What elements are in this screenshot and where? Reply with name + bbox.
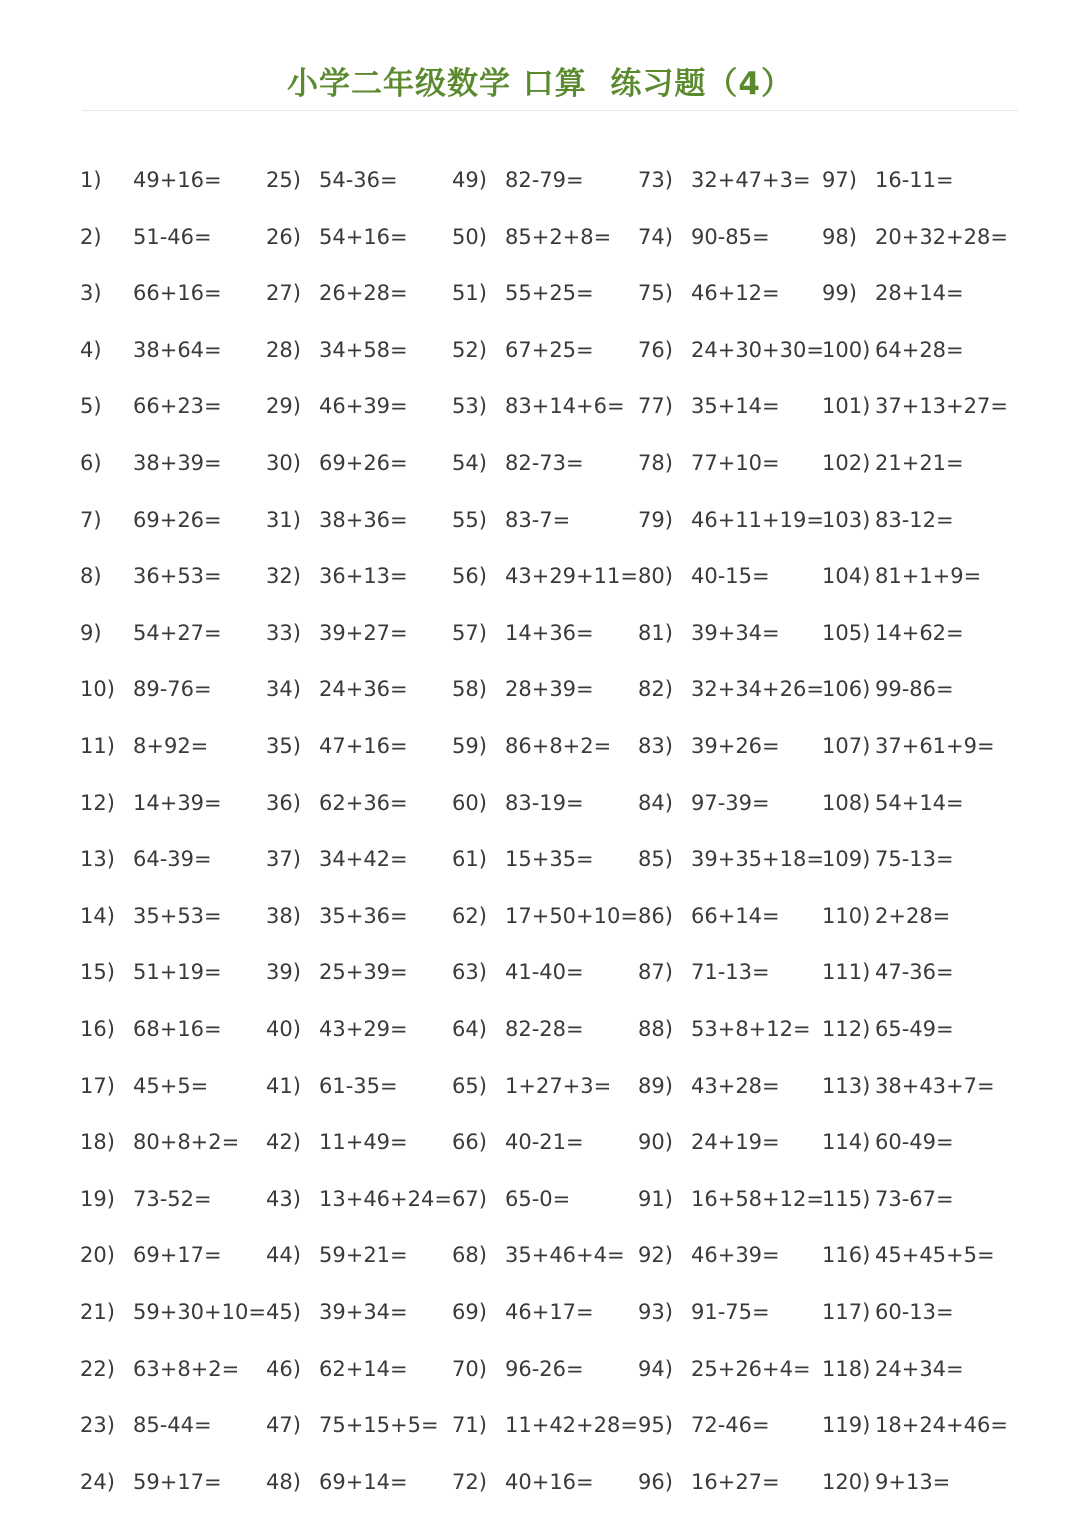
problem-expression: 71-13= <box>691 960 770 985</box>
problem-number: 26) <box>266 224 301 249</box>
problem-number: 78) <box>638 451 673 475</box>
problem-expression: 90-85= <box>691 224 770 249</box>
problem-number: 89) <box>638 1073 673 1098</box>
problem-number: 17) <box>80 1073 115 1098</box>
problem-number: 25) <box>266 168 301 192</box>
problem-expression: 38+64= <box>133 337 222 362</box>
problem-expression: 60-13= <box>875 1300 954 1324</box>
problem-number: 100) <box>822 337 871 362</box>
problem-expression: 2+28= <box>875 903 951 928</box>
problem-expression: 83+14+6= <box>505 394 625 419</box>
problem-number: 31) <box>266 507 301 532</box>
problem-expression: 54+27= <box>133 620 222 645</box>
problem-number: 54) <box>452 451 487 475</box>
problem-expression: 75+15+5= <box>319 1413 439 1438</box>
problem-expression: 35+36= <box>319 903 408 928</box>
problem-number: 110) <box>822 903 871 928</box>
problem-number: 115) <box>822 1186 871 1211</box>
problem-expression: 39+26= <box>691 734 780 758</box>
problem-number: 1) <box>80 168 102 192</box>
problem-expression: 40+16= <box>505 1469 594 1494</box>
problem-expression: 8+92= <box>133 734 209 758</box>
problem-expression: 86+8+2= <box>505 734 612 758</box>
problem-expression: 73-67= <box>875 1186 954 1211</box>
problem-number: 4) <box>80 337 102 362</box>
problem-number: 36) <box>266 790 301 815</box>
problem-expression: 39+34= <box>691 620 780 645</box>
problem-number: 7) <box>80 507 102 532</box>
problem-number: 58) <box>452 677 487 702</box>
problem-number: 94) <box>638 1356 673 1381</box>
problem-number: 57) <box>452 620 487 645</box>
problem-number: 85) <box>638 847 673 872</box>
problem-expression: 1+27+3= <box>505 1073 612 1098</box>
title-divider <box>82 110 1018 111</box>
problem-expression: 46+39= <box>691 1243 780 1268</box>
problem-expression: 46+12= <box>691 281 780 306</box>
problem-expression: 54+16= <box>319 224 408 249</box>
problem-number: 65) <box>452 1073 487 1098</box>
problem-number: 53) <box>452 394 487 419</box>
problem-number: 68) <box>452 1243 487 1268</box>
problem-number: 104) <box>822 564 871 589</box>
problem-number: 75) <box>638 281 673 306</box>
problem-expression: 40-15= <box>691 564 770 589</box>
problem-expression: 43+29+11= <box>505 564 638 589</box>
problem-number: 79) <box>638 507 673 532</box>
problem-number: 63) <box>452 960 487 985</box>
problem-expression: 14+36= <box>505 620 594 645</box>
problem-expression: 25+26+4= <box>691 1356 811 1381</box>
problem-number: 72) <box>452 1469 487 1494</box>
problem-expression: 96-26= <box>505 1356 584 1381</box>
problem-number: 77) <box>638 394 673 419</box>
problem-number: 3) <box>80 281 102 306</box>
problem-number: 9) <box>80 620 102 645</box>
problem-expression: 45+5= <box>133 1073 209 1098</box>
problem-expression: 35+46+4= <box>505 1243 625 1268</box>
problem-expression: 61-35= <box>319 1073 398 1098</box>
problem-expression: 43+29= <box>319 1017 408 1041</box>
problem-expression: 53+8+12= <box>691 1017 811 1041</box>
problem-expression: 97-39= <box>691 790 770 815</box>
problem-number: 103) <box>822 507 871 532</box>
problem-number: 90) <box>638 1130 673 1155</box>
problem-expression: 64+28= <box>875 337 964 362</box>
problem-expression: 15+35= <box>505 847 594 872</box>
problem-number: 39) <box>266 960 301 985</box>
problem-number: 48) <box>266 1469 301 1494</box>
problem-expression: 66+23= <box>133 394 222 419</box>
problem-expression: 46+11+19= <box>691 507 824 532</box>
problem-expression: 34+42= <box>319 847 408 872</box>
problem-number: 52) <box>452 337 487 362</box>
problem-expression: 28+14= <box>875 281 964 306</box>
problem-expression: 36+13= <box>319 564 408 589</box>
problem-expression: 51-46= <box>133 224 212 249</box>
problem-number: 93) <box>638 1300 673 1324</box>
problem-number: 24) <box>80 1469 115 1494</box>
problem-number: 49) <box>452 168 487 192</box>
problem-expression: 82-79= <box>505 168 584 192</box>
problem-number: 16) <box>80 1017 115 1041</box>
problem-expression: 89-76= <box>133 677 212 702</box>
problem-number: 10) <box>80 677 115 702</box>
problem-expression: 66+14= <box>691 903 780 928</box>
problem-number: 92) <box>638 1243 673 1268</box>
problem-number: 117) <box>822 1300 871 1324</box>
problem-expression: 59+17= <box>133 1469 222 1494</box>
problem-number: 61) <box>452 847 487 872</box>
problem-expression: 37+61+9= <box>875 734 995 758</box>
problem-number: 67) <box>452 1186 487 1211</box>
problem-expression: 14+39= <box>133 790 222 815</box>
problem-expression: 32+34+26= <box>691 677 824 702</box>
problem-number: 21) <box>80 1300 115 1324</box>
problem-expression: 37+13+27= <box>875 394 1008 419</box>
problem-number: 95) <box>638 1413 673 1438</box>
problem-expression: 62+36= <box>319 790 408 815</box>
problem-expression: 26+28= <box>319 281 408 306</box>
problem-number: 59) <box>452 734 487 758</box>
problem-expression: 32+47+3= <box>691 168 811 192</box>
problem-number: 40) <box>266 1017 301 1041</box>
problem-number: 69) <box>452 1300 487 1324</box>
problem-number: 35) <box>266 734 301 758</box>
problem-number: 18) <box>80 1130 115 1155</box>
problem-number: 105) <box>822 620 871 645</box>
problem-number: 112) <box>822 1017 871 1041</box>
problem-number: 70) <box>452 1356 487 1381</box>
problem-expression: 47-36= <box>875 960 954 985</box>
problem-number: 109) <box>822 847 871 872</box>
problem-expression: 82-73= <box>505 451 584 475</box>
problem-number: 55) <box>452 507 487 532</box>
problem-number: 88) <box>638 1017 673 1041</box>
problem-expression: 39+34= <box>319 1300 408 1324</box>
problem-expression: 83-7= <box>505 507 571 532</box>
problem-number: 86) <box>638 903 673 928</box>
problem-number: 28) <box>266 337 301 362</box>
problem-expression: 63+8+2= <box>133 1356 240 1381</box>
problem-expression: 35+14= <box>691 394 780 419</box>
problem-expression: 35+53= <box>133 903 222 928</box>
problem-expression: 38+39= <box>133 451 222 475</box>
problem-expression: 68+16= <box>133 1017 222 1041</box>
problem-number: 120) <box>822 1469 871 1494</box>
problem-number: 23) <box>80 1413 115 1438</box>
problem-number: 73) <box>638 168 673 192</box>
problem-expression: 11+42+28= <box>505 1413 638 1438</box>
problem-number: 83) <box>638 734 673 758</box>
problem-expression: 69+17= <box>133 1243 222 1268</box>
problem-number: 111) <box>822 960 871 985</box>
problem-expression: 83-12= <box>875 507 954 532</box>
problem-number: 50) <box>452 224 487 249</box>
problem-expression: 51+19= <box>133 960 222 985</box>
problem-expression: 24+36= <box>319 677 408 702</box>
problem-number: 43) <box>266 1186 301 1211</box>
problem-expression: 72-46= <box>691 1413 770 1438</box>
problem-number: 56) <box>452 564 487 589</box>
problem-number: 60) <box>452 790 487 815</box>
problem-expression: 81+1+9= <box>875 564 982 589</box>
problem-number: 80) <box>638 564 673 589</box>
problem-number: 116) <box>822 1243 871 1268</box>
problem-expression: 75-13= <box>875 847 954 872</box>
problem-number: 12) <box>80 790 115 815</box>
problem-number: 22) <box>80 1356 115 1381</box>
problem-number: 8) <box>80 564 102 589</box>
problem-number: 66) <box>452 1130 487 1155</box>
problem-number: 45) <box>266 1300 301 1324</box>
problem-expression: 59+21= <box>319 1243 408 1268</box>
problem-number: 13) <box>80 847 115 872</box>
problem-number: 30) <box>266 451 301 475</box>
problem-number: 44) <box>266 1243 301 1268</box>
problem-expression: 77+10= <box>691 451 780 475</box>
problem-number: 32) <box>266 564 301 589</box>
problem-expression: 28+39= <box>505 677 594 702</box>
problem-number: 2) <box>80 224 102 249</box>
problem-expression: 20+32+28= <box>875 224 1008 249</box>
problem-expression: 54+14= <box>875 790 964 815</box>
problem-number: 87) <box>638 960 673 985</box>
problem-number: 102) <box>822 451 871 475</box>
problem-number: 113) <box>822 1073 871 1098</box>
problem-expression: 83-19= <box>505 790 584 815</box>
problem-number: 37) <box>266 847 301 872</box>
problem-expression: 55+25= <box>505 281 594 306</box>
problem-number: 33) <box>266 620 301 645</box>
problem-expression: 25+39= <box>319 960 408 985</box>
problem-number: 5) <box>80 394 102 419</box>
problem-expression: 9+13= <box>875 1469 951 1494</box>
problem-number: 119) <box>822 1413 871 1438</box>
problem-expression: 11+49= <box>319 1130 408 1155</box>
problem-expression: 69+26= <box>319 451 408 475</box>
problem-expression: 91-75= <box>691 1300 770 1324</box>
problem-expression: 54-36= <box>319 168 398 192</box>
problem-number: 62) <box>452 903 487 928</box>
problem-number: 64) <box>452 1017 487 1041</box>
problem-number: 82) <box>638 677 673 702</box>
problem-number: 96) <box>638 1469 673 1494</box>
problem-number: 51) <box>452 281 487 306</box>
problem-number: 84) <box>638 790 673 815</box>
problem-expression: 41-40= <box>505 960 584 985</box>
problem-number: 107) <box>822 734 871 758</box>
problem-expression: 38+36= <box>319 507 408 532</box>
problem-expression: 16-11= <box>875 168 954 192</box>
problem-number: 15) <box>80 960 115 985</box>
problem-expression: 36+53= <box>133 564 222 589</box>
problem-expression: 85+2+8= <box>505 224 612 249</box>
problem-expression: 82-28= <box>505 1017 584 1041</box>
problem-number: 41) <box>266 1073 301 1098</box>
problem-number: 101) <box>822 394 871 419</box>
problem-expression: 13+46+24= <box>319 1186 452 1211</box>
problem-expression: 99-86= <box>875 677 954 702</box>
problem-number: 42) <box>266 1130 301 1155</box>
problem-number: 29) <box>266 394 301 419</box>
problem-expression: 46+17= <box>505 1300 594 1324</box>
problem-number: 46) <box>266 1356 301 1381</box>
problem-number: 91) <box>638 1186 673 1211</box>
problem-expression: 18+24+46= <box>875 1413 1008 1438</box>
problem-number: 76) <box>638 337 673 362</box>
problem-expression: 62+14= <box>319 1356 408 1381</box>
problem-expression: 65-49= <box>875 1017 954 1041</box>
problem-number: 38) <box>266 903 301 928</box>
problem-number: 20) <box>80 1243 115 1268</box>
problem-expression: 43+28= <box>691 1073 780 1098</box>
problem-number: 14) <box>80 903 115 928</box>
problem-expression: 85-44= <box>133 1413 212 1438</box>
problem-number: 74) <box>638 224 673 249</box>
problem-expression: 14+62= <box>875 620 964 645</box>
problem-expression: 73-52= <box>133 1186 212 1211</box>
problem-number: 6) <box>80 451 102 475</box>
problem-expression: 39+27= <box>319 620 408 645</box>
problem-number: 34) <box>266 677 301 702</box>
problem-expression: 47+16= <box>319 734 408 758</box>
problem-number: 11) <box>80 734 115 758</box>
problem-expression: 60-49= <box>875 1130 954 1155</box>
problem-number: 106) <box>822 677 871 702</box>
problem-expression: 39+35+18= <box>691 847 824 872</box>
problem-expression: 24+30+30= <box>691 337 824 362</box>
problem-expression: 66+16= <box>133 281 222 306</box>
problem-expression: 17+50+10= <box>505 903 638 928</box>
problem-expression: 16+27= <box>691 1469 780 1494</box>
problem-number: 19) <box>80 1186 115 1211</box>
problem-expression: 16+58+12= <box>691 1186 824 1211</box>
problem-number: 108) <box>822 790 871 815</box>
problem-expression: 49+16= <box>133 168 222 192</box>
problem-expression: 34+58= <box>319 337 408 362</box>
problem-expression: 59+30+10= <box>133 1300 266 1324</box>
problem-number: 47) <box>266 1413 301 1438</box>
problem-expression: 69+26= <box>133 507 222 532</box>
problem-expression: 64-39= <box>133 847 212 872</box>
problem-number: 71) <box>452 1413 487 1438</box>
problem-number: 98) <box>822 224 857 249</box>
problem-expression: 65-0= <box>505 1186 571 1211</box>
problem-expression: 24+19= <box>691 1130 780 1155</box>
problem-expression: 80+8+2= <box>133 1130 240 1155</box>
problem-expression: 40-21= <box>505 1130 584 1155</box>
problem-expression: 21+21= <box>875 451 964 475</box>
problem-expression: 67+25= <box>505 337 594 362</box>
problem-expression: 24+34= <box>875 1356 964 1381</box>
problem-number: 97) <box>822 168 857 192</box>
problem-number: 114) <box>822 1130 871 1155</box>
problem-number: 99) <box>822 281 857 306</box>
problem-number: 27) <box>266 281 301 306</box>
problem-expression: 69+14= <box>319 1469 408 1494</box>
problem-expression: 45+45+5= <box>875 1243 995 1268</box>
problem-expression: 38+43+7= <box>875 1073 995 1098</box>
problem-number: 81) <box>638 620 673 645</box>
page-title: 小学二年级数学 口算 练习题（4） <box>287 66 793 102</box>
problem-number: 118) <box>822 1356 871 1381</box>
problem-expression: 46+39= <box>319 394 408 419</box>
